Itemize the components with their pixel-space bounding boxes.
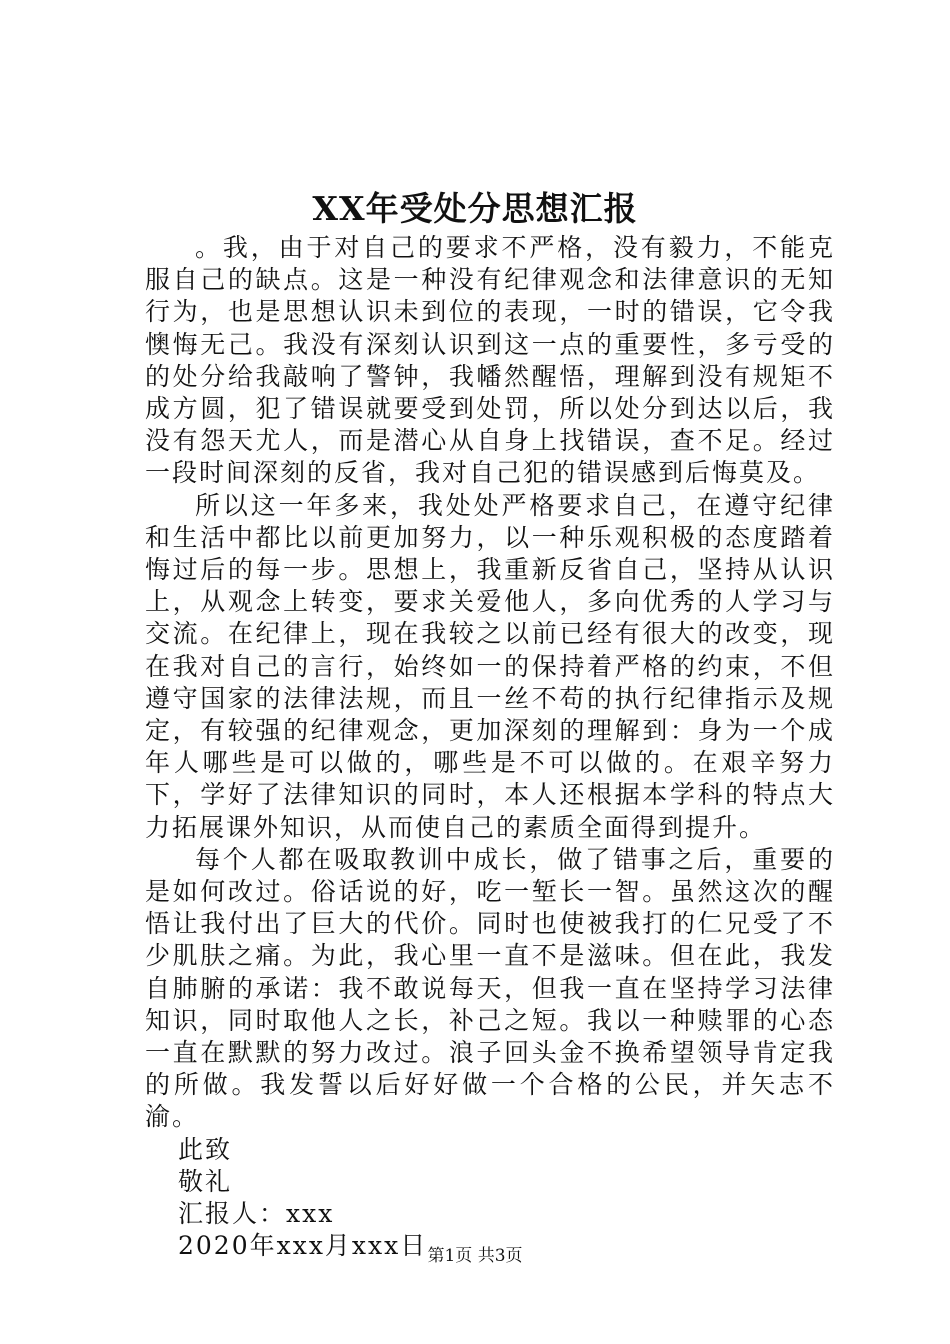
reporter-line: 汇报人：xxx — [178, 1199, 335, 1229]
document-title: XX年受处分思想汇报 — [312, 189, 638, 228]
paragraph-2: 所以这一年多来，我处处严格要求自己，在遵守纪律和生活中都比以前更加努力，以一种乐观积极的态度踏着悔过后的每一步。思想上，我重新反省自己，坚持从认识上，从观念上转变，要求关爱他人，多向优秀的人学习与交流。在纪律上，现在我较之以前已经有很大的改变，现在我对自己的言行，始终如一的保持着严格的约束，不但遵守国家的法律法规，而且一丝不苟的执行纪律指示及规定，有较强的纪律观念，更加深刻的理解到：身为一个成年人哪些是可以做的，哪些是不可以做的。在艰辛努力下，学好了法律知识的同时，本人还根据本学科的特点大力拓展课外知识，从而使自己的素质全面得到提升。 — [145, 490, 835, 842]
paragraph-3: 每个人都在吸取教训中成长，做了错事之后，重要的是如何改过。俗话说的好，吃一堑长一智。虽然这次的醒悟让我付出了巨大的代价。同时也使被我打的仁兄受了不少肌肤之痛。为此，我心里一直不是滋味。但在此，我发自肺腑的承诺：我不敢说每天，但我一直在坚持学习法律知识，同时取他人之长，补己之短。我以一种赎罪的心态一直在默默的努力改过。浪子回头金不换希望领导肯定我的所做。我发誓以后好好做一个合格的公民，并矢志不渝。 — [145, 844, 835, 1132]
date-line: 2020年xxx月xxx日 — [178, 1231, 428, 1261]
page-footer: 第1页 共3页 — [427, 1246, 523, 1266]
closing-regards: 敬礼 — [178, 1166, 233, 1196]
document-body — [145, 232, 835, 1263]
paragraph-1: 。我，由于对自己的要求不严格，没有毅力，不能克服自己的缺点。这是一种没有纪律观念和法律意识的无知行为，也是思想认识未到位的表现，一时的错误，它令我懊悔无己。我没有深刻认识到这一点的重要性，多亏受的的处分给我敲响了警钟，我幡然醒悟，理解到没有规矩不成方圆，犯了错误就要受到处罚，所以处分到达以后，我没有怨天尤人，而是潜心从自身上找错误，查不足。经过一段时间深刻的反省，我对自己犯的错误感到后悔莫及。 — [145, 233, 835, 488]
closing-salutation: 此致 — [178, 1134, 233, 1164]
